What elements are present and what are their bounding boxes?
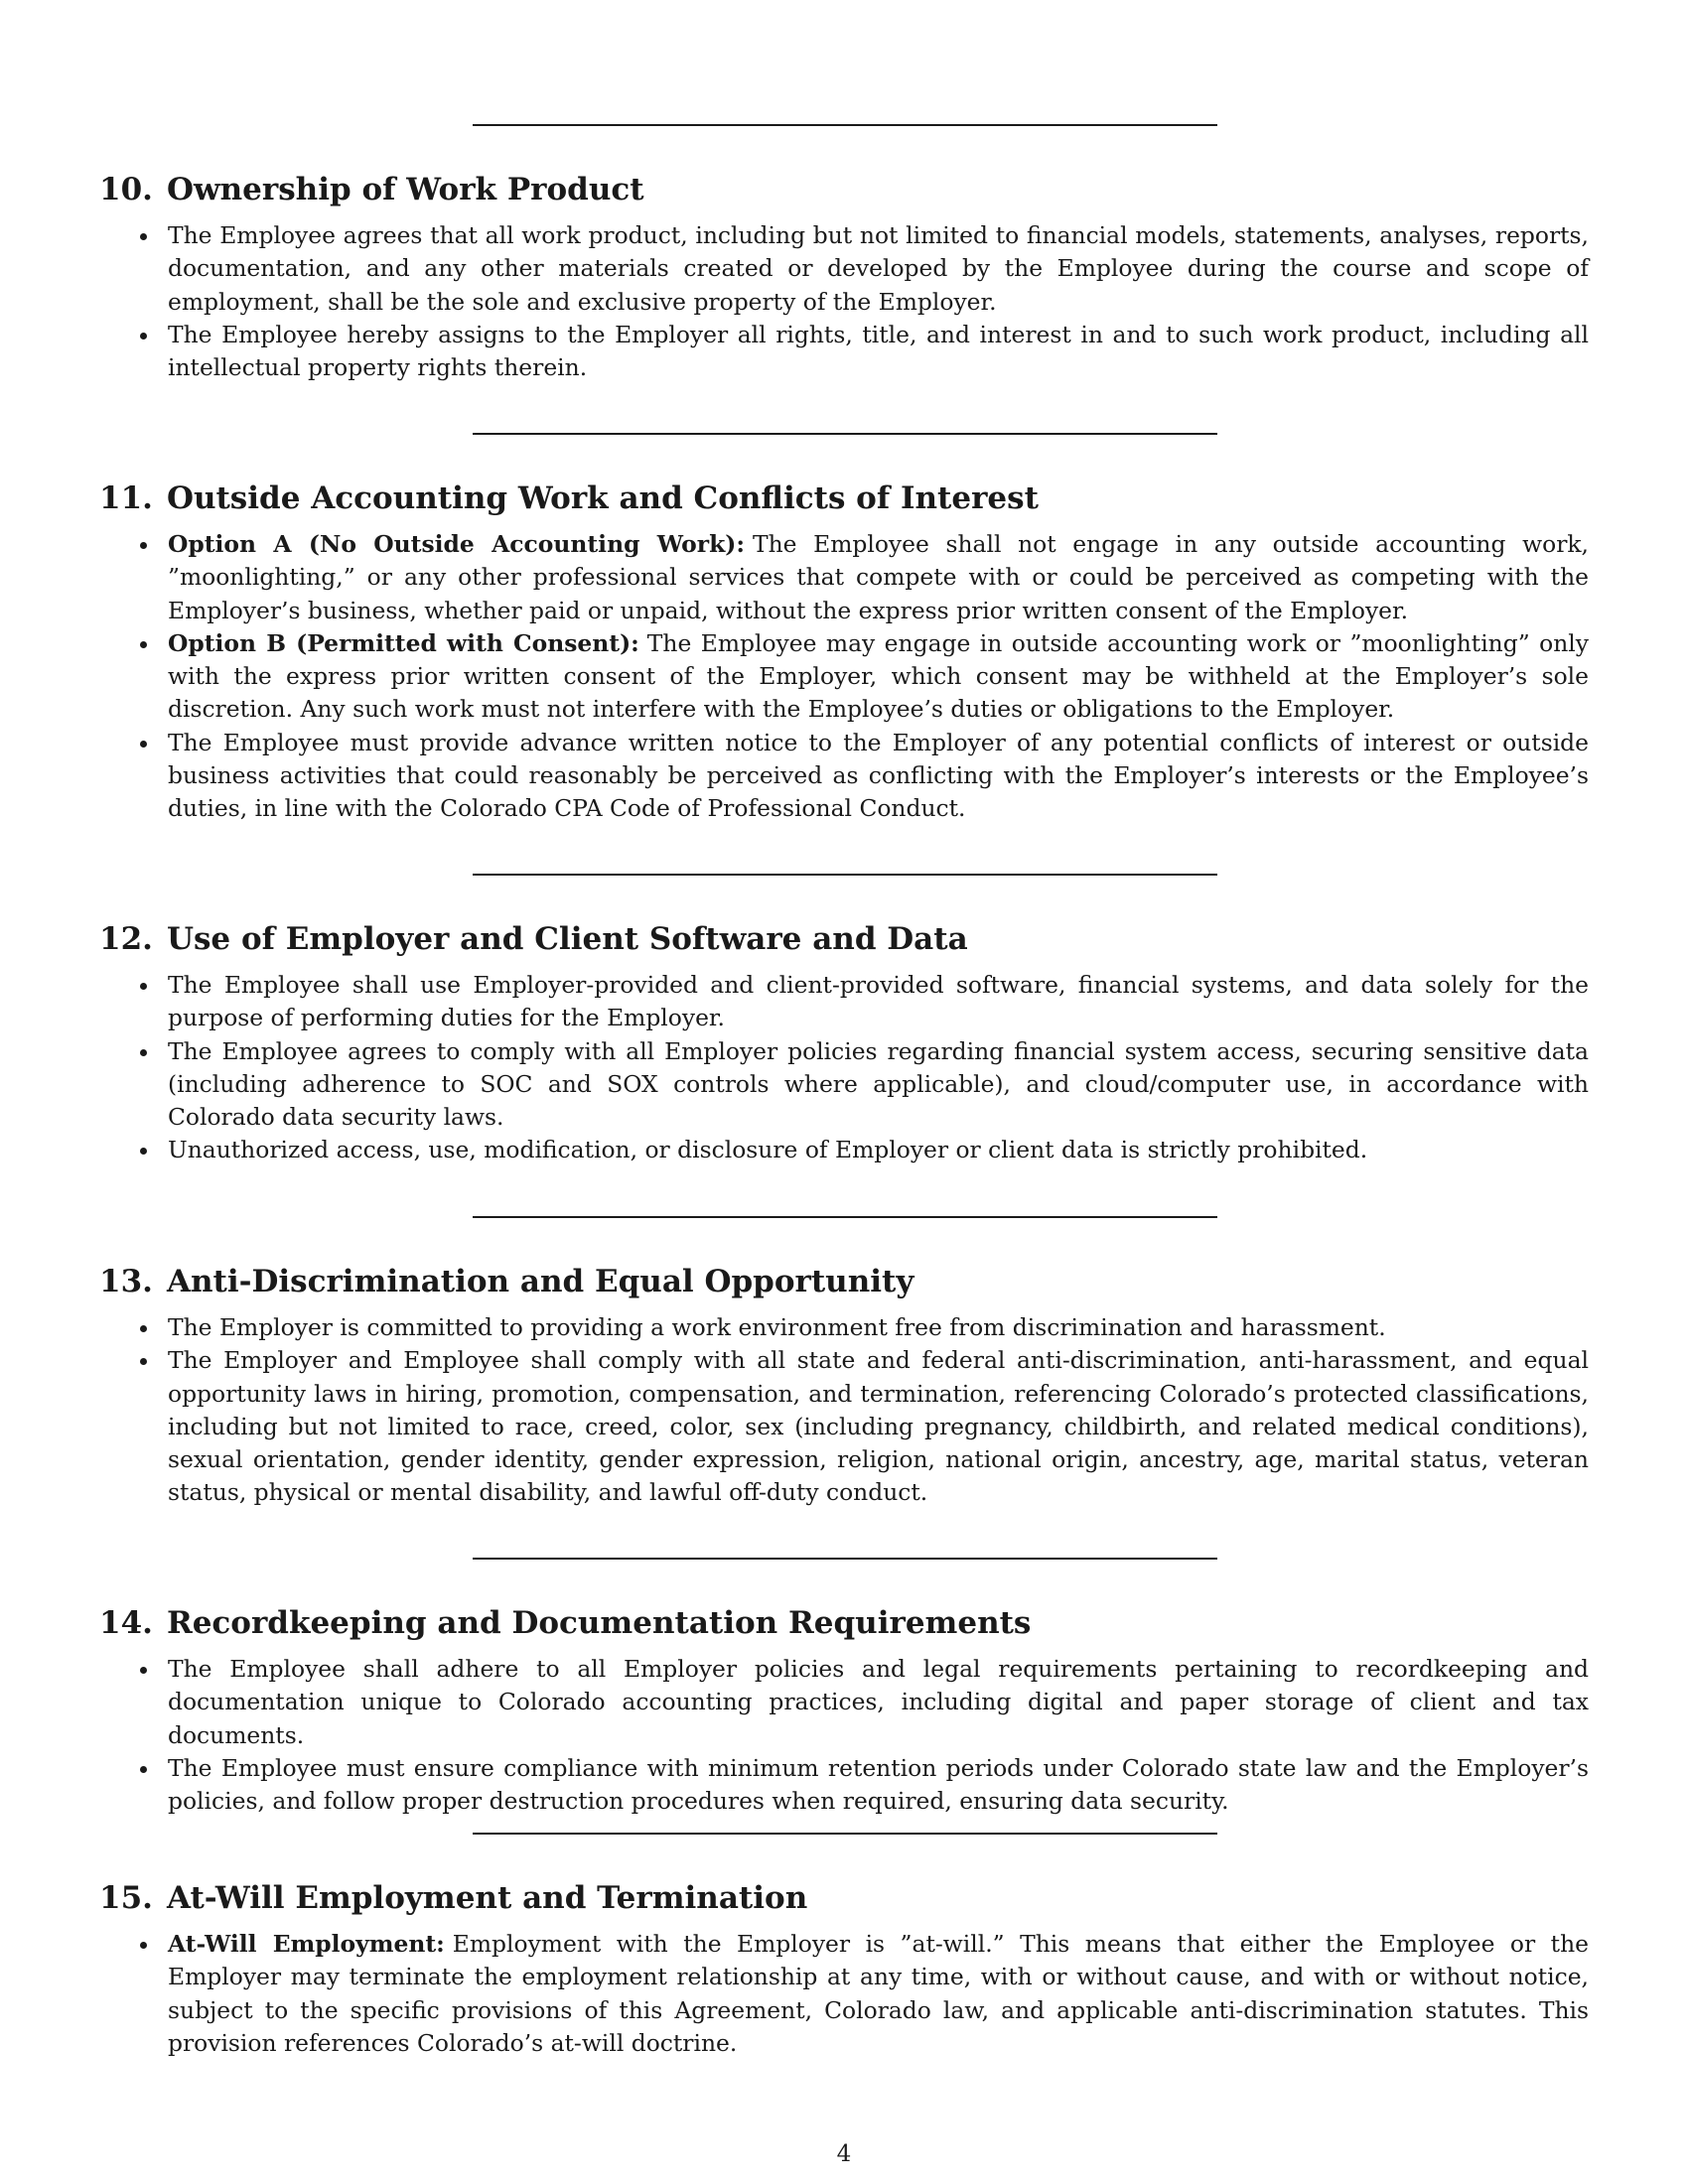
bullet-list (99, 969, 1589, 1167)
section-14 (99, 1603, 1589, 1818)
item-lead: At-Will Employment: (168, 1930, 445, 1958)
list-item (99, 528, 1589, 627)
item-text: The Employer and Employee shall comply with all state and federal anti-discrimination, anti-harassment, and equal opportunity laws in hiring, promotion, compensation, and termination, referencing Colorado’s protected classifications, including but not limited to race, creed, color, sex (including pregnancy, childbirth, and related medical conditions), sexual orientation, gender identity, gender expression, religion, national origin, ancestry, age, marital status, veteran status, physical or mental disability, and lawful off-duty conduct. (168, 1346, 1589, 1507)
page-number: 4 (836, 2141, 852, 2167)
list-item (99, 969, 1589, 1035)
section-12 (99, 919, 1589, 1167)
item-text: The Employee agrees that all work product, including but not limited to financial models, statements, analyses, reports, documentation, and any other materials created or developed by the Employee during the course and scope of employment, shall be the sole and exclusive property of the Employer. (168, 221, 1589, 316)
section-title: Outside Accounting Work and Conflicts of Interest (166, 480, 1039, 516)
section-10 (99, 170, 1589, 384)
bullet-list (99, 219, 1589, 384)
list-item (99, 319, 1589, 385)
section-divider (473, 1216, 1217, 1218)
item-text: The Employee shall use Employer-provided and client-provided software, financial systems, and data solely for the purpose of performing duties for the Employer. (168, 971, 1589, 1032)
bullet-list (99, 1311, 1589, 1510)
section-11 (99, 478, 1589, 826)
section-number: 14. (99, 1605, 153, 1641)
section-title: Recordkeeping and Documentation Requirements (166, 1605, 1032, 1641)
section-15 (99, 1878, 1589, 2060)
section-divider (473, 124, 1217, 126)
list-item (99, 1035, 1589, 1135)
item-text: The Employee hereby assigns to the Employer all rights, title, and interest in and to such work product, including all intellectual property rights therein. (168, 320, 1589, 382)
section-heading (99, 170, 1589, 209)
item-text: The Employee must ensure compliance with minimum retention periods under Colorado state law and the Employer’s policies, and follow proper destruction procedures when required, ensuring data security. (168, 1753, 1589, 1816)
section-number: 15. (99, 1880, 153, 1916)
item-lead: Option B (Permitted with Consent): (168, 628, 639, 657)
item-text: The Employer is committed to providing a work environment free from discrimination and harassment. (168, 1313, 1386, 1341)
list-item (99, 1311, 1589, 1344)
section-title: Ownership of Work Product (166, 172, 644, 207)
list-item (99, 1752, 1589, 1819)
section-number: 10. (99, 172, 153, 207)
item-text: The Employee may engage in outside accounting work or ”moonlighting” only with the express prior written consent of the Employer, which consent may be withheld at the Employer’s sole discretion. Any such work must not interfere with the Employee’s duties or obligations to the Employer. (168, 628, 1589, 724)
section-divider (473, 1833, 1217, 1835)
bullet-list (99, 528, 1589, 826)
section-divider (473, 433, 1217, 435)
list-item (99, 1928, 1589, 2060)
section-heading (99, 919, 1589, 959)
bullet-list (99, 1928, 1589, 2060)
section-number: 13. (99, 1264, 153, 1299)
section-title: Anti-Discrimination and Equal Opportunity (166, 1264, 914, 1299)
list-item (99, 1134, 1589, 1166)
item-text: The Employee agrees to comply with all Employer policies regarding financial system access, securing sensitive data (including adherence to SOC and SOX controls where applicable), and cloud/computer use, in accordance with Colorado data security laws. (168, 1036, 1589, 1132)
bullet-list (99, 1653, 1589, 1818)
item-text: Unauthorized access, use, modification, or disclosure of Employer or client data is strictly prohibited. (168, 1136, 1368, 1164)
item-text: The Employee shall not engage in any outside accounting work, ”moonlighting,” or any other professional services that compete with or could be perceived as competing with the Employer’s business, whether paid or unpaid, without the express prior written consent of the Employer. (168, 530, 1589, 624)
section-heading (99, 1878, 1589, 1918)
item-lead: Option A (No Outside Accounting Work): (168, 530, 745, 558)
section-divider (473, 874, 1217, 876)
section-number: 11. (99, 480, 153, 516)
section-13 (99, 1262, 1589, 1510)
section-heading (99, 1603, 1589, 1643)
list-item (99, 727, 1589, 826)
section-title: Use of Employer and Client Software and Data (166, 921, 968, 957)
item-text: Employment with the Employer is ”at-will.” This means that either the Employee or the Employer may terminate the employment relationship at any time, with or without cause, and with or without notice, subject to the specific provisions of this Agreement, Colorado law, and applicable anti-discrimination statutes. This provision references Colorado’s at-will doctrine. (168, 1930, 1589, 2057)
section-title: At-Will Employment and Termination (166, 1880, 808, 1916)
section-number: 12. (99, 921, 153, 957)
item-text: The Employee must provide advance written notice to the Employer of any potential conflicts of interest or outside business activities that could reasonably be perceived as conflicting with the Employer’s interests or the Employee’s duties, in line with the Colorado CPA Code of Professional Conduct. (168, 728, 1589, 823)
section-divider (473, 1558, 1217, 1560)
section-heading (99, 478, 1589, 518)
item-text: The Employee shall adhere to all Employer policies and legal requirements pertaining to recordkeeping and documentation unique to Colorado accounting practices, including digital and paper storage of client and tax documents. (168, 1655, 1589, 1749)
section-heading (99, 1262, 1589, 1301)
list-item (99, 627, 1589, 727)
list-item (99, 219, 1589, 319)
list-item (99, 1344, 1589, 1509)
list-item (99, 1653, 1589, 1752)
